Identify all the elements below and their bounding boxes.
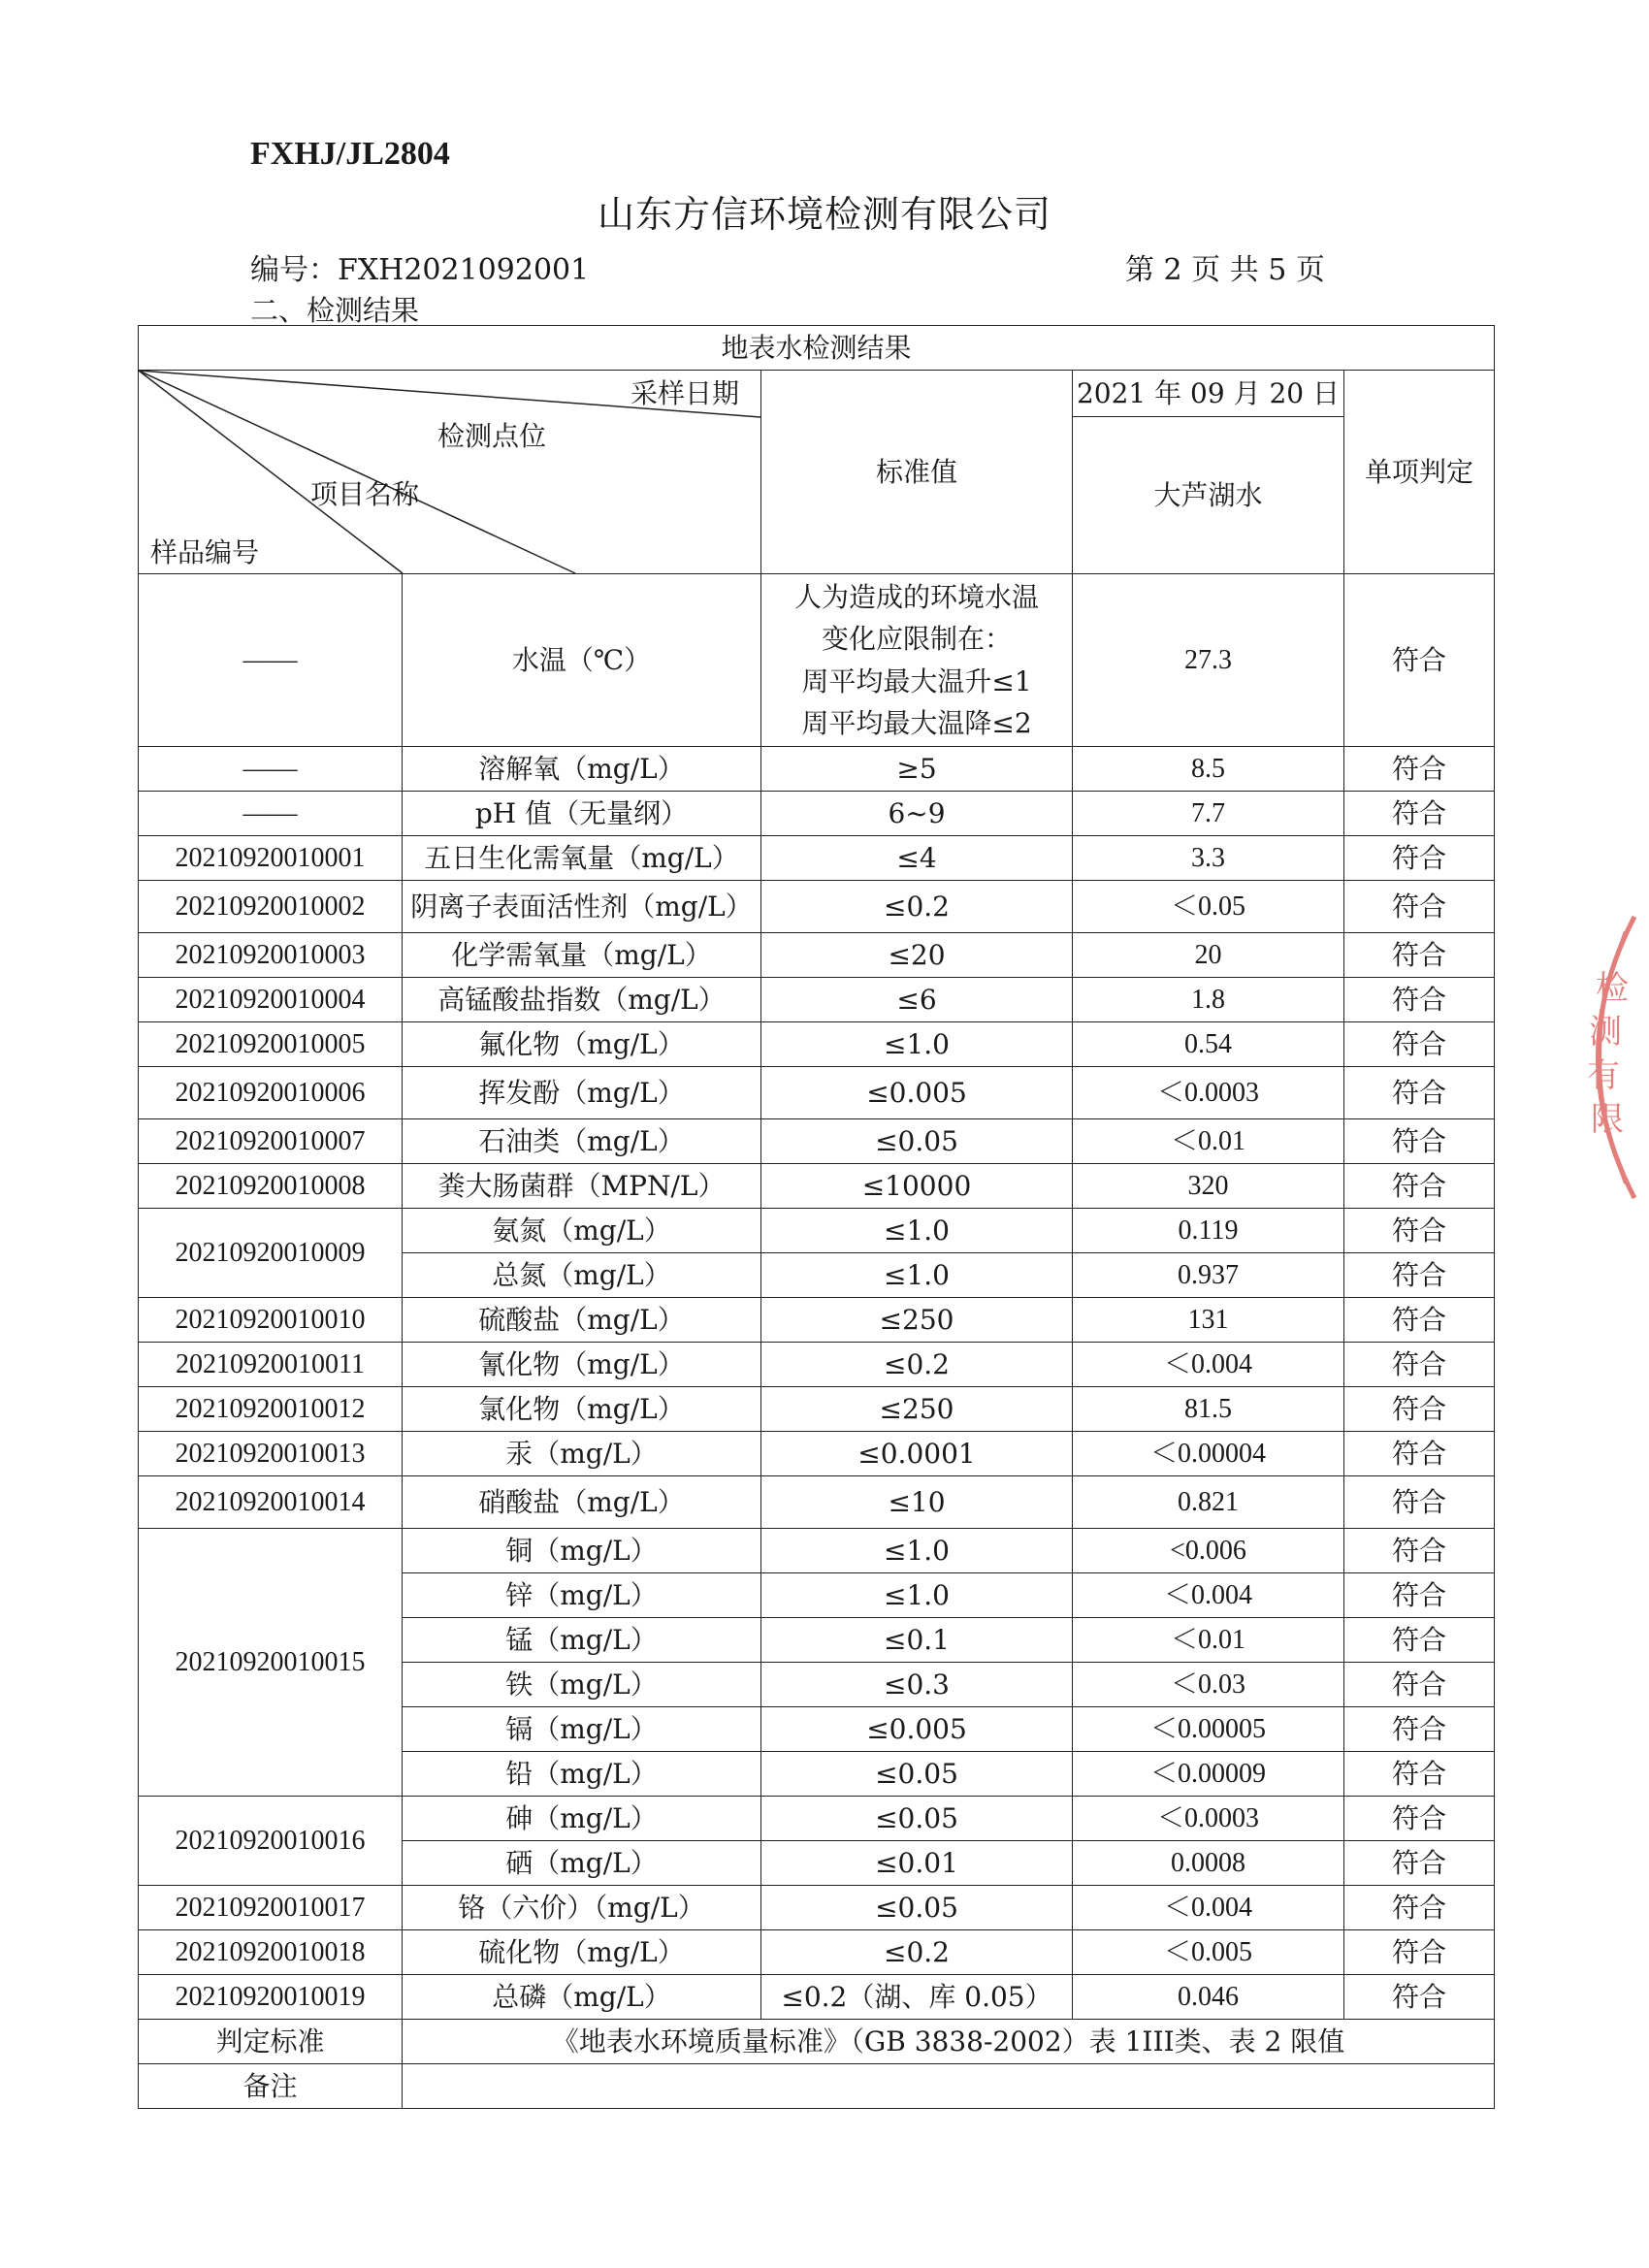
standard-line: 变化应限制在： bbox=[821, 623, 1012, 656]
remark-value bbox=[403, 2064, 1495, 2109]
judgement: 符合 bbox=[1344, 933, 1495, 978]
standard-value: ≤10 bbox=[761, 1476, 1073, 1529]
item-name: 挥发酚（mg/L） bbox=[403, 1067, 761, 1119]
table-row bbox=[139, 1930, 1495, 1975]
standard-value: ≤250 bbox=[761, 1387, 1073, 1432]
judgement: 符合 bbox=[1344, 1975, 1495, 2020]
remark-label: 备注 bbox=[139, 2064, 403, 2109]
measured-value: ＜0.0003 bbox=[1073, 1067, 1344, 1119]
item-name: 锌（mg/L） bbox=[403, 1573, 761, 1618]
sample-number: 20210920010016 bbox=[139, 1797, 403, 1886]
item-name: 镉（mg/L） bbox=[403, 1707, 761, 1752]
judgement: 符合 bbox=[1344, 747, 1495, 792]
measured-value: ＜0.03 bbox=[1073, 1663, 1344, 1707]
measured-value: 8.5 bbox=[1073, 747, 1344, 792]
item-name: 石油类（mg/L） bbox=[403, 1119, 761, 1164]
diag-label-point: 检测点位 bbox=[437, 420, 547, 452]
table-row bbox=[139, 978, 1495, 1022]
standard-value: ≤0.3 bbox=[761, 1663, 1073, 1707]
table-row bbox=[139, 1164, 1495, 1209]
measured-value: ＜0.05 bbox=[1073, 881, 1344, 933]
measured-value: 20 bbox=[1073, 933, 1344, 978]
item-name: 溶解氧（mg/L） bbox=[403, 747, 761, 792]
standard-value: ≤0.2 bbox=[761, 1930, 1073, 1975]
standard-value: ≤0.005 bbox=[761, 1707, 1073, 1752]
measured-value: 131 bbox=[1073, 1298, 1344, 1343]
item-name: 汞（mg/L） bbox=[403, 1432, 761, 1476]
diagonal-header bbox=[139, 371, 761, 574]
item-name: 硝酸盐（mg/L） bbox=[403, 1476, 761, 1529]
measured-value: ＜0.00004 bbox=[1073, 1432, 1344, 1476]
sample-number: 20210920010018 bbox=[139, 1930, 403, 1975]
judgement: 符合 bbox=[1344, 1253, 1495, 1298]
judgement: 符合 bbox=[1344, 1298, 1495, 1343]
judgement: 符合 bbox=[1344, 978, 1495, 1022]
item-name: 阴离子表面活性剂（mg/L） bbox=[403, 881, 761, 933]
standard-value: ≤0.05 bbox=[761, 1752, 1073, 1797]
standard-value: ≤1.0 bbox=[761, 1209, 1073, 1253]
item-name: 硫酸盐（mg/L） bbox=[403, 1298, 761, 1343]
measured-value: ＜0.01 bbox=[1073, 1119, 1344, 1164]
table-row bbox=[139, 1797, 1495, 1841]
judgement: 符合 bbox=[1344, 1164, 1495, 1209]
table-row bbox=[139, 1119, 1495, 1164]
standard-value: ≤4 bbox=[761, 836, 1073, 881]
table-row bbox=[139, 933, 1495, 978]
table-row bbox=[139, 1067, 1495, 1119]
item-name: 氰化物（mg/L） bbox=[403, 1343, 761, 1387]
sample-number: —— bbox=[139, 574, 403, 747]
sample-number: —— bbox=[139, 792, 403, 836]
measured-value: ＜0.00005 bbox=[1073, 1707, 1344, 1752]
diag-label-sample-no: 样品编号 bbox=[150, 536, 260, 568]
table-row bbox=[139, 881, 1495, 933]
measured-value: 1.8 bbox=[1073, 978, 1344, 1022]
criteria-label: 判定标准 bbox=[139, 2020, 403, 2064]
table-row bbox=[139, 792, 1495, 836]
svg-text:测: 测 bbox=[1589, 1013, 1622, 1052]
sample-number: 20210920010002 bbox=[139, 881, 403, 933]
standard-value: ≤6 bbox=[761, 978, 1073, 1022]
judgement: 符合 bbox=[1344, 1476, 1495, 1529]
sample-number: 20210920010011 bbox=[139, 1343, 403, 1387]
standard-value: ≤0.1 bbox=[761, 1618, 1073, 1663]
item-name: 高锰酸盐指数（mg/L） bbox=[403, 978, 761, 1022]
item-name: 铜（mg/L） bbox=[403, 1529, 761, 1573]
measured-value: 0.937 bbox=[1073, 1253, 1344, 1298]
standard-value: ≤0.0001 bbox=[761, 1432, 1073, 1476]
sample-number: 20210920010009 bbox=[139, 1209, 403, 1298]
standard-value: ≤1.0 bbox=[761, 1529, 1073, 1573]
judgement: 符合 bbox=[1344, 1343, 1495, 1387]
measured-value: 0.119 bbox=[1073, 1209, 1344, 1253]
table-row bbox=[139, 574, 1495, 747]
standard-line: 人为造成的环境水温 bbox=[793, 580, 1039, 613]
item-name: 氨氮（mg/L） bbox=[403, 1209, 761, 1253]
standard-value: ≤1.0 bbox=[761, 1573, 1073, 1618]
table-row bbox=[139, 1209, 1495, 1253]
sample-number: 20210920010008 bbox=[139, 1164, 403, 1209]
svg-text:检: 检 bbox=[1596, 969, 1629, 1008]
measured-value: 81.5 bbox=[1073, 1387, 1344, 1432]
table-title: 地表水检测结果 bbox=[139, 326, 1495, 371]
judgement: 符合 bbox=[1344, 881, 1495, 933]
judgement: 符合 bbox=[1344, 1707, 1495, 1752]
item-name: 总磷（mg/L） bbox=[403, 1975, 761, 2020]
table-row bbox=[139, 1387, 1495, 1432]
judgement: 符合 bbox=[1344, 1930, 1495, 1975]
judgement: 符合 bbox=[1344, 1841, 1495, 1886]
measured-value: ＜0.01 bbox=[1073, 1618, 1344, 1663]
measured-value: 0.046 bbox=[1073, 1975, 1344, 2020]
svg-text:限: 限 bbox=[1591, 1100, 1624, 1139]
sample-number: 20210920010013 bbox=[139, 1432, 403, 1476]
company-name: 山东方信环境检测有限公司 bbox=[597, 193, 1051, 236]
sample-number: 20210920010003 bbox=[139, 933, 403, 978]
item-name: 氟化物（mg/L） bbox=[403, 1022, 761, 1067]
standard-line: 周平均最大温升≤1 bbox=[801, 664, 1032, 697]
standard-header: 标准值 bbox=[761, 371, 1073, 574]
judgement: 符合 bbox=[1344, 1618, 1495, 1663]
measured-value: ＜0.004 bbox=[1073, 1886, 1344, 1930]
sample-number: 20210920010012 bbox=[139, 1387, 403, 1432]
table-row bbox=[139, 1298, 1495, 1343]
standard-value: 6~9 bbox=[761, 792, 1073, 836]
standard-value: ≥5 bbox=[761, 747, 1073, 792]
table-row bbox=[139, 1476, 1495, 1529]
sample-number: 20210920010017 bbox=[139, 1886, 403, 1930]
item-name: 粪大肠菌群（MPN/L） bbox=[403, 1164, 761, 1209]
item-name: 化学需氧量（mg/L） bbox=[403, 933, 761, 978]
table-row bbox=[139, 1432, 1495, 1476]
date-header: 2021 年 09 月 20 日 bbox=[1073, 371, 1344, 417]
judgement: 符合 bbox=[1344, 1573, 1495, 1618]
judgement: 符合 bbox=[1344, 1752, 1495, 1797]
item-name: 铁（mg/L） bbox=[403, 1663, 761, 1707]
item-name: 硫化物（mg/L） bbox=[403, 1930, 761, 1975]
item-name: 氯化物（mg/L） bbox=[403, 1387, 761, 1432]
sample-number: 20210920010019 bbox=[139, 1975, 403, 2020]
measured-value: ＜0.0003 bbox=[1073, 1797, 1344, 1841]
judgement: 符合 bbox=[1344, 1432, 1495, 1476]
standard-value: ≤0.05 bbox=[761, 1886, 1073, 1930]
sample-number: 20210920010015 bbox=[139, 1529, 403, 1797]
item-name: pH 值（无量纲） bbox=[403, 792, 761, 836]
measured-value: ＜0.00009 bbox=[1073, 1752, 1344, 1797]
location-header: 大芦湖水 bbox=[1073, 417, 1344, 574]
standard-value: ≤10000 bbox=[761, 1164, 1073, 1209]
measured-value: ＜0.004 bbox=[1073, 1343, 1344, 1387]
standard-value: ≤1.0 bbox=[761, 1253, 1073, 1298]
standard-value: ≤0.2 bbox=[761, 1343, 1073, 1387]
measured-value: 320 bbox=[1073, 1164, 1344, 1209]
company-seal bbox=[1552, 912, 1639, 1203]
standard-value: ≤0.005 bbox=[761, 1067, 1073, 1119]
measured-value: ＜0.005 bbox=[1073, 1930, 1344, 1975]
table-row bbox=[139, 747, 1495, 792]
item-name: 总氮（mg/L） bbox=[403, 1253, 761, 1298]
measured-value: 7.7 bbox=[1073, 792, 1344, 836]
diag-label-item: 项目名称 bbox=[310, 478, 420, 510]
item-name: 五日生化需氧量（mg/L） bbox=[403, 836, 761, 881]
report-number: 编号：FXH2021092001 bbox=[250, 253, 590, 287]
diag-label-sample-date: 采样日期 bbox=[630, 377, 740, 409]
judgement: 符合 bbox=[1344, 1067, 1495, 1119]
judgement: 符合 bbox=[1344, 1119, 1495, 1164]
section-title: 二、检测结果 bbox=[250, 294, 420, 327]
standard-value: ≤0.01 bbox=[761, 1841, 1073, 1886]
sample-number: 20210920010014 bbox=[139, 1476, 403, 1529]
standard-value bbox=[761, 574, 1073, 747]
table-row bbox=[139, 1975, 1495, 2020]
standard-value: ≤0.05 bbox=[761, 1797, 1073, 1841]
criteria-value: 《地表水环境质量标准》（GB 3838-2002）表 1III类、表 2 限值 bbox=[403, 2020, 1495, 2064]
sample-number: 20210920010005 bbox=[139, 1022, 403, 1067]
judgement-header: 单项判定 bbox=[1344, 371, 1495, 574]
judgement: 符合 bbox=[1344, 1663, 1495, 1707]
standard-value: ≤1.0 bbox=[761, 1022, 1073, 1067]
judgement: 符合 bbox=[1344, 574, 1495, 747]
judgement: 符合 bbox=[1344, 792, 1495, 836]
table-row bbox=[139, 1886, 1495, 1930]
standard-value: ≤20 bbox=[761, 933, 1073, 978]
sample-number: 20210920010004 bbox=[139, 978, 403, 1022]
standard-value: ≤0.2 bbox=[761, 881, 1073, 933]
item-name: 铬（六价）（mg/L） bbox=[403, 1886, 761, 1930]
table-row bbox=[139, 1343, 1495, 1387]
sample-number: 20210920010001 bbox=[139, 836, 403, 881]
measured-value: ＜0.004 bbox=[1073, 1573, 1344, 1618]
item-name: 砷（mg/L） bbox=[403, 1797, 761, 1841]
document-code: FXHJ/JL2804 bbox=[250, 136, 450, 172]
sample-number: 20210920010007 bbox=[139, 1119, 403, 1164]
judgement: 符合 bbox=[1344, 1886, 1495, 1930]
standard-value: ≤0.05 bbox=[761, 1119, 1073, 1164]
measured-value: 0.54 bbox=[1073, 1022, 1344, 1067]
table-row bbox=[139, 1022, 1495, 1067]
seal-graphic bbox=[1552, 912, 1639, 1203]
standard-value: ≤0.2（湖、库 0.05） bbox=[761, 1975, 1073, 2020]
judgement: 符合 bbox=[1344, 1797, 1495, 1841]
item-name: 水温（℃） bbox=[403, 574, 761, 747]
results-table bbox=[138, 325, 1495, 2109]
page-info: 第 2 页 共 5 页 bbox=[1125, 253, 1325, 287]
sample-number: —— bbox=[139, 747, 403, 792]
item-name: 铅（mg/L） bbox=[403, 1752, 761, 1797]
measured-value: <0.006 bbox=[1073, 1529, 1344, 1573]
judgement: 符合 bbox=[1344, 1529, 1495, 1573]
table-row bbox=[139, 1529, 1495, 1573]
measured-value: 27.3 bbox=[1073, 574, 1344, 747]
measured-value: 0.821 bbox=[1073, 1476, 1344, 1529]
standard-value: ≤250 bbox=[761, 1298, 1073, 1343]
item-name: 锰（mg/L） bbox=[403, 1618, 761, 1663]
judgement: 符合 bbox=[1344, 1022, 1495, 1067]
table-row bbox=[139, 836, 1495, 881]
svg-text:有: 有 bbox=[1587, 1056, 1620, 1095]
judgement: 符合 bbox=[1344, 1387, 1495, 1432]
sample-number: 20210920010010 bbox=[139, 1298, 403, 1343]
judgement: 符合 bbox=[1344, 836, 1495, 881]
item-name: 硒（mg/L） bbox=[403, 1841, 761, 1886]
judgement: 符合 bbox=[1344, 1209, 1495, 1253]
sample-number: 20210920010006 bbox=[139, 1067, 403, 1119]
measured-value: 3.3 bbox=[1073, 836, 1344, 881]
measured-value: 0.0008 bbox=[1073, 1841, 1344, 1886]
standard-line: 周平均最大温降≤2 bbox=[801, 706, 1032, 739]
